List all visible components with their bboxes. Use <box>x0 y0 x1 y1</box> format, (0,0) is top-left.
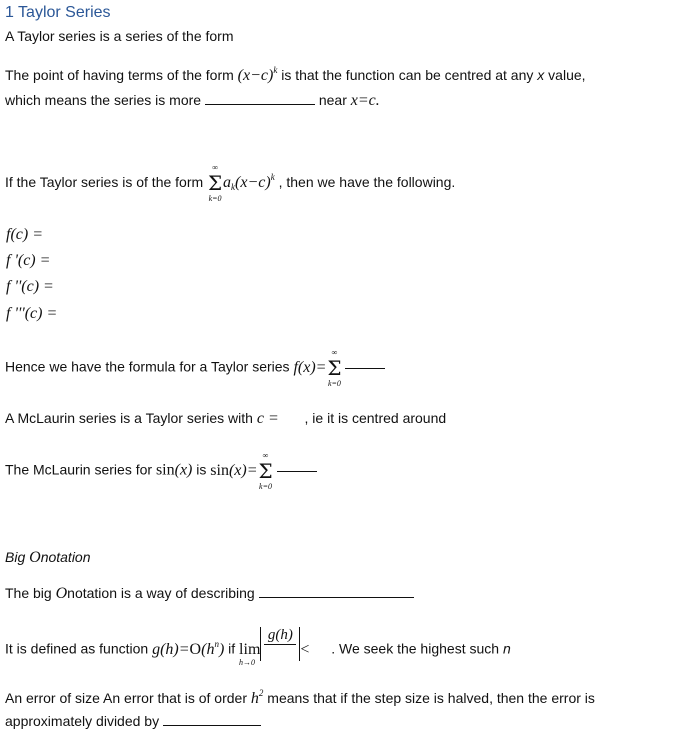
bigo-title <box>5 549 91 567</box>
bigo-description <box>5 583 414 603</box>
sigma-symbol: Σ ∞ k=0 <box>207 163 223 204</box>
p1-line2-post: near <box>318 92 347 108</box>
deriv-f: f(c) = <box>6 226 43 243</box>
p5-mid: is <box>196 461 207 478</box>
bigo-def-math: $g(h)=O(h^n)$ <box>152 638 225 658</box>
bigo-desc-post: notation is a way of describing <box>67 585 255 601</box>
p4-pre: A McLaurin series is a Taylor series with <box>5 410 253 426</box>
paragraph-centred-line2 <box>5 90 380 110</box>
deriv-f-triple-prime: f '''(c) = <box>6 305 58 322</box>
paragraph-mclaurin-sin <box>5 451 317 491</box>
fill-blank-divided[interactable] <box>163 711 261 726</box>
p1-x-word: x <box>537 67 545 83</box>
p1-pre: The point of having terms of the form <box>5 67 234 83</box>
bigo-def-pre: It is defined as function <box>5 640 149 657</box>
c-equals-math: c = <box>256 410 279 427</box>
paragraph-taylor-form <box>5 163 456 204</box>
limit-math: lim h→0 g(h) < <box>239 627 310 667</box>
p5-pre: The McLaurin series for <box>5 461 153 478</box>
p6-line1-pre: An error of size An error that is of order <box>5 690 247 706</box>
sin-series-math: sin(x)=Σ ∞ k=0 <box>210 462 316 479</box>
term-form-math: $(x-c)^k$ <box>237 65 278 84</box>
p1-line2-pre: which means the series is more <box>5 92 202 108</box>
series-form-math: Σ ∞ k=0 $a_k(x-c)^k$ <box>207 163 275 204</box>
sin-x-math: sin(x) <box>155 461 193 479</box>
p2-post: , then we have the following. <box>278 174 456 190</box>
p6-line2: approximately divided by <box>5 713 160 729</box>
taylor-formula-math: f(x)=Σ ∞ k=0 <box>293 359 385 376</box>
fill-blank-accurate[interactable] <box>205 90 315 105</box>
paragraph-taylor-formula <box>5 348 385 388</box>
sigma-symbol: Σ ∞ k=0 <box>258 451 273 491</box>
bigo-title-pre: Big <box>5 549 26 565</box>
p2-pre: If the Taylor series is of the form <box>5 174 204 190</box>
paragraph-error-order-line2 <box>5 711 261 729</box>
p1-post: is that the function can be centred at any <box>281 67 534 83</box>
bigo-def-post: . We seek the highest such <box>331 640 500 657</box>
intro-text: A Taylor series is a series of the form <box>5 28 234 44</box>
abs-fraction: g(h) <box>260 627 300 661</box>
h-squared-math: $h^2$ <box>250 688 264 707</box>
paragraph-centred <box>5 65 586 85</box>
bigo-title-post: notation <box>40 549 91 565</box>
section-heading: 1 Taylor Series <box>5 4 111 21</box>
p1-post2: value, <box>548 67 586 83</box>
fill-blank-describing[interactable] <box>259 583 414 598</box>
deriv-f-prime: f '(c) = <box>6 252 51 269</box>
x-equals-c-math: x=c. <box>350 92 380 109</box>
bigo-desc-pre: The big <box>5 585 52 601</box>
bigo-def-n: n <box>502 640 511 657</box>
bigo-definition <box>5 627 511 667</box>
bigo-desc-o: O <box>55 585 68 602</box>
deriv-f-double-prime: f ''(c) = <box>6 278 54 295</box>
bigo-def-if: if <box>228 640 236 657</box>
paragraph-mclaurin-def <box>5 410 446 428</box>
fraction-blank[interactable] <box>277 471 317 472</box>
p4-post: , ie it is centred around <box>304 410 447 426</box>
fraction-blank[interactable] <box>345 368 385 369</box>
p6-line1-post: means that if the step size is halved, then the error is <box>267 690 595 706</box>
bigo-title-o: O <box>29 549 41 566</box>
paragraph-error-order <box>5 688 595 708</box>
p3-pre: Hence we have the formula for a Taylor series <box>5 358 290 375</box>
sigma-symbol: Σ ∞ k=0 <box>327 348 342 388</box>
